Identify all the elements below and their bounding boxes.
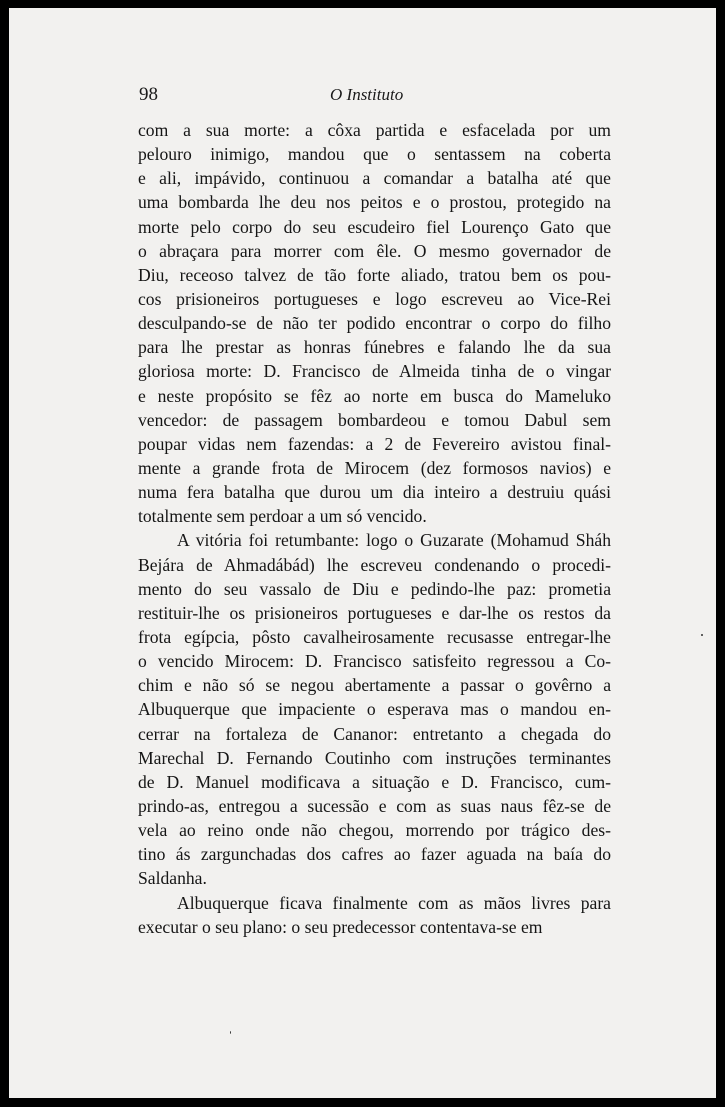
text-line: Marechal D. Fernando Coutinho com instruções terminantes	[138, 747, 611, 768]
text-line: frota egípcia, pôsto cavalheirosamente recusasse entregar-lhe	[138, 626, 611, 647]
text-line: Saldanha.	[138, 868, 207, 889]
text-line: A vitória foi retumbante: logo o Guzarate (Mohamud Sháh	[177, 530, 611, 551]
print-speck	[701, 634, 703, 636]
paragraph	[138, 891, 611, 939]
text-line: Diu, receoso talvez de tão forte aliado, tratou bem os pou-	[138, 264, 611, 285]
print-speck	[230, 1031, 231, 1034]
text-line: Albuquerque que impaciente o esperava mas o mandou en-	[138, 699, 611, 720]
text-line: e ali, impávido, continuou a comandar a batalha até que	[138, 168, 611, 189]
paragraph	[138, 528, 611, 890]
text-line: chim e não só se negou abertamente a passar o govêrno a	[138, 675, 611, 696]
text-line: pelouro inimigo, mandou que o sentassem na coberta	[138, 144, 611, 165]
page-number: 98	[139, 84, 158, 105]
text-line: numa fera batalha que durou um dia inteiro a destruiu quási	[138, 482, 611, 503]
text-line: de D. Manuel modificava a situação e D. Francisco, cum-	[138, 771, 611, 792]
body-text	[138, 118, 611, 939]
paragraph	[138, 118, 611, 528]
running-title: O Instituto	[330, 85, 404, 104]
text-line: vencedor: de passagem bombardeou e tomou Dabul sem	[138, 409, 611, 430]
text-line: Albuquerque ficava finalmente com as mãos livres para	[177, 892, 611, 913]
page-header	[9, 84, 716, 108]
text-line: com a sua morte: a côxa partida e esfacelada por um	[138, 120, 611, 140]
text-line: para lhe prestar as honras fúnebres e falando lhe da sua	[138, 337, 611, 358]
text-line: mente a grande frota de Mirocem (dez formosos navios) e	[138, 457, 611, 478]
text-line: executar o seu plano: o seu predecessor contentava-se em	[138, 916, 543, 937]
text-line: e neste propósito se fêz ao norte em busca do Mameluko	[138, 385, 611, 406]
book-page	[9, 8, 716, 1098]
text-line: desculpando-se de não ter podido encontrar o corpo do filho	[138, 313, 611, 334]
text-line: o vencido Mirocem: D. Francisco satisfeito regressou a Co-	[138, 651, 611, 672]
text-line: morte pelo corpo do seu escudeiro fiel Lourenço Gato que	[138, 216, 611, 237]
text-line: cos prisioneiros portugueses e logo escreveu ao Vice-Rei	[138, 288, 611, 309]
text-line: uma bombarda lhe deu nos peitos e o prostou, protegido na	[138, 192, 611, 213]
text-line: cerrar na fortaleza de Cananor: entretanto a chegada do	[138, 723, 611, 744]
text-line: o abraçara para morrer com êle. O mesmo governador de	[138, 240, 611, 261]
text-line: vela ao reino onde não chegou, morrendo por trágico des-	[138, 820, 611, 841]
text-line: totalmente sem perdoar a um só vencido.	[138, 506, 427, 527]
text-line: poupar vidas nem fazendas: a 2 de Fevereiro avistou final-	[138, 433, 611, 454]
text-line: prindo-as, entregou a sucessão e com as suas naus fêz-se de	[138, 795, 611, 816]
text-line: restituir-lhe os prisioneiros portugueses e dar-lhe os restos da	[138, 602, 611, 623]
text-line: gloriosa morte: D. Francisco de Almeida tinha de o vingar	[138, 361, 611, 382]
text-line: tino ás zargunchadas dos cafres ao fazer aguada na baía do	[138, 844, 611, 865]
text-line: Bejára de Ahmadábád) lhe escreveu condenando o procedi-	[138, 554, 611, 575]
text-line: mento do seu vassalo de Diu e pedindo-lhe paz: prometia	[138, 578, 611, 599]
